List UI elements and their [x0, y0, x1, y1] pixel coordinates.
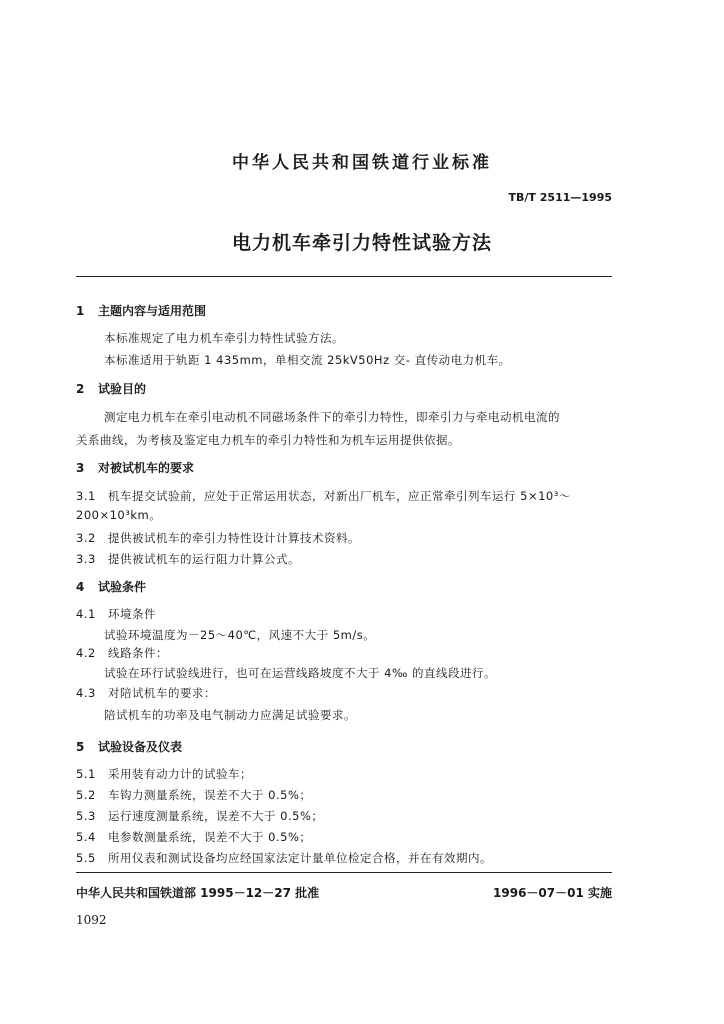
- item-number: 4.1: [76, 607, 96, 621]
- section-1-paragraph-2: 本标准适用于轨距 1 435mm，单相交流 25kV50Hz 交- 直传动电力机车。: [104, 353, 511, 367]
- section-1-paragraph-1: 本标准规定了电力机车牵引力特性试验方法。: [104, 331, 344, 345]
- bottom-divider: [76, 872, 612, 873]
- item-3-3: [76, 551, 300, 567]
- item-text: 提供被试机车的牵引力特性设计计算技术资料。: [108, 531, 360, 545]
- item-text: 机车提交试验前，应处于正常运用状态，对新出厂机车，应正常牵引列车运行 5×10³～: [108, 489, 571, 503]
- item-number: 3.1: [76, 489, 96, 503]
- item-title: 对陪试机车的要求：: [108, 686, 216, 700]
- item-number: 3.2: [76, 531, 96, 545]
- section-1-heading: [76, 302, 206, 319]
- section-2-heading: [76, 380, 146, 397]
- section-number: 5: [76, 740, 85, 754]
- implementation-date: 1996－07－01 实施: [493, 886, 612, 900]
- item-text: 提供被试机车的运行阻力计算公式。: [108, 552, 300, 566]
- item-text: 车钩力测量系统，误差不大于 0.5%；: [108, 788, 312, 802]
- item-number: 3.3: [76, 552, 96, 566]
- section-2-paragraph-line-1: 测定电力机车在牵引电动机不同磁场条件下的牵引力特性，即牵引力与牵电动机电流的: [104, 410, 560, 424]
- item-4-3: [76, 685, 216, 701]
- section-number: 2: [76, 382, 85, 396]
- item-4-1: [76, 606, 156, 622]
- item-title: 线路条件：: [108, 646, 168, 660]
- top-divider: [76, 276, 612, 277]
- item-number: 5.1: [76, 767, 96, 781]
- standard-code: TB/T 2511—1995: [508, 191, 612, 204]
- item-text: 运行速度测量系统，误差不大于 0.5%；: [108, 809, 324, 823]
- item-3-1: [76, 488, 571, 504]
- item-5-3: [76, 808, 323, 824]
- section-title: 试验设备及仪表: [98, 740, 183, 754]
- section-title: 主题内容与适用范围: [98, 304, 207, 318]
- item-text: 所用仪表和测试设备均应经国家法定计量单位检定合格，并在有效期内。: [108, 851, 492, 865]
- section-title: 对被试机车的要求: [98, 461, 195, 475]
- document-title: 电力机车牵引力特性试验方法: [231, 232, 492, 254]
- item-number: 4.3: [76, 686, 96, 700]
- item-text: 电参数测量系统，误差不大于 0.5%；: [108, 830, 312, 844]
- standard-category-heading: 中华人民共和国铁道行业标准: [232, 153, 492, 173]
- item-text: 采用装有动力计的试验车；: [108, 767, 252, 781]
- item-3-2: [76, 530, 360, 546]
- section-number: 3: [76, 461, 85, 475]
- item-4-2-text: 试验在环行试验线进行，也可在运营线路坡度不大于 4‰ 的直线段进行。: [104, 666, 497, 680]
- page-number: 1092: [76, 913, 107, 927]
- item-5-2: [76, 787, 311, 803]
- item-title: 环境条件: [108, 607, 156, 621]
- section-3-heading: [76, 459, 194, 476]
- item-number: 5.3: [76, 809, 96, 823]
- item-5-1: [76, 766, 252, 782]
- section-number: 4: [76, 580, 85, 594]
- item-number: 5.5: [76, 851, 96, 865]
- section-number: 1: [76, 304, 85, 318]
- item-5-5: [76, 850, 492, 866]
- item-number: 5.2: [76, 788, 96, 802]
- section-title: 试验条件: [98, 580, 147, 594]
- approval-statement: 中华人民共和国铁道部 1995－12－27 批准: [76, 886, 320, 900]
- section-4-heading: [76, 578, 146, 595]
- item-4-1-text: 试验环境温度为－25～40℃，风速不大于 5m/s。: [104, 628, 376, 642]
- item-4-3-text: 陪试机车的功率及电气制动力应满足试验要求。: [104, 708, 356, 722]
- section-2-paragraph-line-2: 关系曲线，为考核及鉴定电力机车的牵引力特性和为机车运用提供依据。: [76, 433, 460, 447]
- section-title: 试验目的: [98, 382, 147, 396]
- item-number: 4.2: [76, 646, 96, 660]
- item-number: 5.4: [76, 830, 96, 844]
- section-5-heading: [76, 738, 182, 755]
- item-4-2: [76, 645, 168, 661]
- item-5-4: [76, 829, 311, 845]
- item-3-1-continuation: 200×10³km。: [76, 508, 162, 522]
